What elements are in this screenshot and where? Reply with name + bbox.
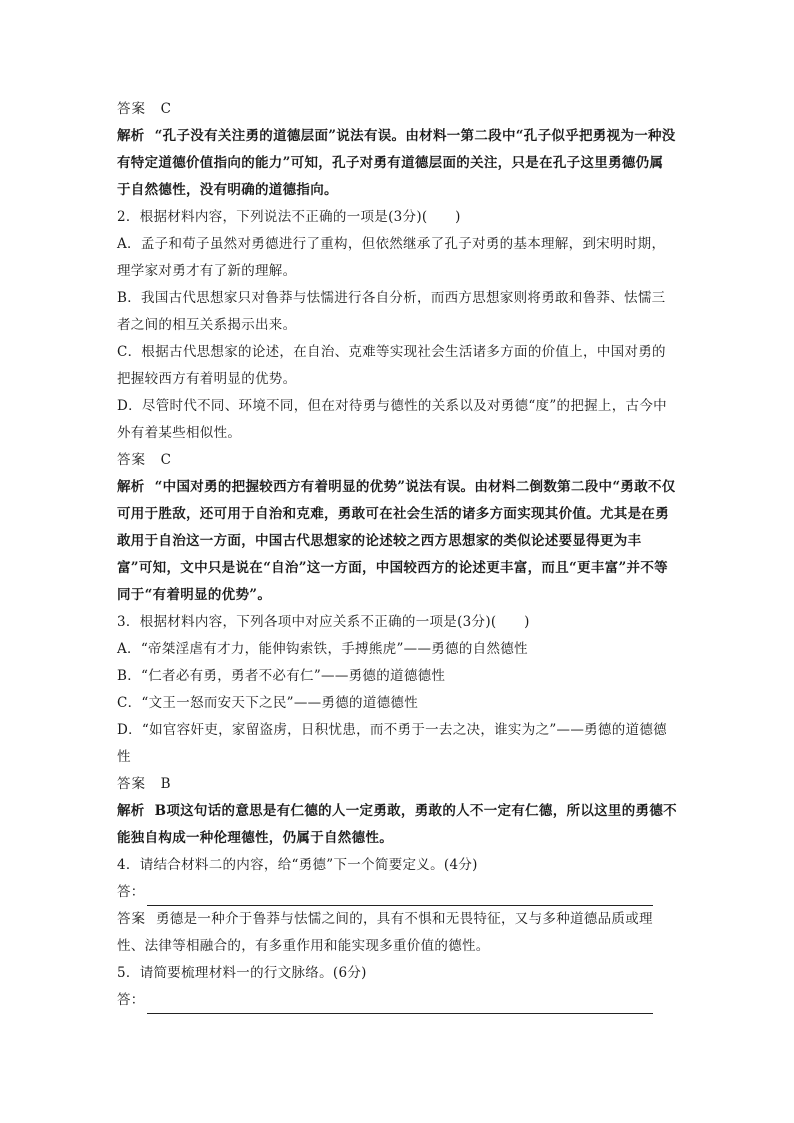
answer-value: C: [160, 101, 172, 117]
analysis-text: B项这句话的意思是有仁德的人一定勇敢，勇敢的人不一定有仁德，所以这里的勇德不能独自构成一种伦理德性，仍属于自然德性。: [117, 803, 677, 846]
answer-label: 答案: [117, 911, 146, 927]
answer-prefix: 答：: [117, 884, 145, 900]
analysis-label: 解析: [117, 803, 145, 819]
question-2-option-c: C．根据古代思想家的论述，在自治、克难等实现社会生活诸多方面的价值上，中国对勇的把握较西方有着明显的优势。: [117, 344, 666, 387]
question-2-option-b: B．我国古代思想家只对鲁莽与怯懦进行各自分析，而西方思想家则将勇敢和鲁莽、怯懦三者之间的相互关系揭示出来。: [117, 290, 666, 333]
answer-value: C: [160, 452, 172, 468]
analysis-1: [117, 123, 677, 204]
answer-prefix: 答：: [117, 992, 145, 1008]
answer-label: 答案: [117, 452, 146, 468]
question-3-option-a: A．“帝桀淫虐有才力，能伸钩索铁，手搏熊虎”——勇德的自然德性: [117, 641, 528, 657]
document-page: [117, 96, 677, 1014]
answer-text: 勇德是一种介于鲁莽与怯懦之间的，具有不惧和无畏特征，又与多种道德品质或理性、法律等相融合的，有多重作用和能实现多重价值的德性。: [117, 911, 653, 954]
question-2-stem: 2．根据材料内容，下列说法不正确的一项是(3分)( ): [117, 209, 461, 225]
analysis-text: “孔子没有关注勇的道德层面”说法有误。由材料一第二段中“孔子似乎把勇视为一种没有特定道德价值指向的能力”可知，孔子对勇有道德层面的关注，只是在孔子这里勇德仍属于自然德性，没有明确的道德指向。: [117, 128, 676, 198]
answer-value: B: [160, 776, 171, 792]
question-3-stem: 3．根据材料内容，下列各项中对应关系不正确的一项是(3分)( ): [117, 614, 530, 630]
analysis-2: [117, 474, 677, 609]
answer-label: 答案: [117, 776, 146, 792]
analysis-text: “中国对勇的把握较西方有着明显的优势”说法有误。由材料二倒数第二段中“勇敢不仅可用于胜敌，还可用于自治和克难，勇敢可在社会生活的诸多方面实现其价值。尤其是在勇敢用于自治这一方面，中国古代思想家的论述较之西方思想家的类似论述要显得更为丰富”可知，文中只是说在“自治”这一方面，中国较西方的论述更丰富，而且“更丰富”并不等同于“有着明显的优势”。: [117, 479, 676, 603]
question-3-option-d: D．“如官容奸吏，家留盗虏，日积忧患，而不勇于一去之决，谁实为之”——勇德的道德德性: [117, 722, 667, 765]
answer-1: [117, 96, 677, 123]
analysis-3: [117, 798, 677, 852]
analysis-label: 解析: [117, 128, 145, 144]
question-4-stem: 4．请结合材料二的内容，给“勇德”下一个简要定义。(4分): [117, 857, 478, 873]
question-5-stem: 5．请简要梳理材料一的行文脉络。(6分): [117, 965, 367, 981]
question-4-answer-line: [117, 879, 677, 906]
question-2-option-d: D．尽管时代不同、环境不同，但在对待勇与德性的关系以及对勇德“度”的把握上，古今中外有着某些相似性。: [117, 398, 667, 441]
answer-3: [117, 771, 677, 798]
answer-4: [117, 906, 677, 960]
answer-2: [117, 447, 677, 474]
question-3-option-c: C．“文王一怒而安天下之民”——勇德的道德德性: [117, 695, 419, 711]
question-5-answer-line: [117, 987, 677, 1014]
question-3-option-b: B．“仁者必有勇，勇者不必有仁”——勇德的道德德性: [117, 668, 446, 684]
answer-blank[interactable]: [147, 1013, 653, 1014]
answer-label: 答案: [117, 101, 146, 117]
question-2-option-a: A．孟子和荀子虽然对勇德进行了重构，但依然继承了孔子对勇的基本理解，到宋明时期，理学家对勇才有了新的理解。: [117, 236, 666, 279]
analysis-label: 解析: [117, 479, 145, 495]
